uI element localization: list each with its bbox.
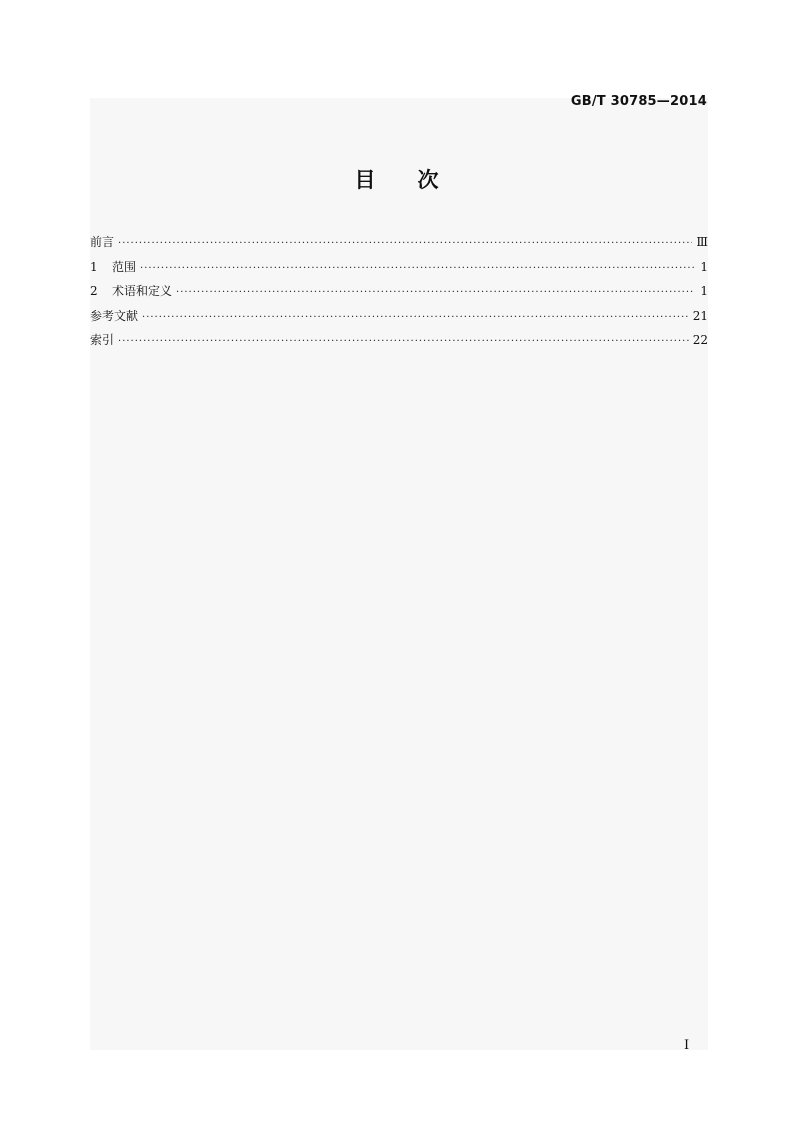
toc-entry-number: 2 bbox=[90, 284, 98, 298]
table-of-contents bbox=[90, 230, 708, 353]
toc-entry-label: 术语和定义 bbox=[112, 284, 173, 298]
toc-leader-dots bbox=[118, 330, 689, 355]
toc-title bbox=[0, 164, 793, 194]
standard-code: GB/T 30785—2014 bbox=[570, 94, 707, 109]
toc-leader-dots bbox=[118, 232, 692, 257]
toc-entry-page: 1 bbox=[700, 284, 708, 298]
toc-entry-page: 22 bbox=[692, 333, 708, 347]
toc-title-part2: 次 bbox=[417, 168, 439, 192]
toc-entry-label: 前言 bbox=[90, 235, 115, 249]
toc-entry-bibliography[interactable] bbox=[90, 304, 708, 329]
toc-entry-label: 参考文献 bbox=[90, 308, 139, 323]
toc-entry-label: 范围 bbox=[112, 259, 137, 274]
toc-entry-index[interactable] bbox=[90, 328, 708, 353]
page-number: Ⅰ bbox=[684, 1038, 690, 1053]
toc-entry-label-wrap bbox=[90, 279, 176, 304]
toc-entry-page: 1 bbox=[700, 259, 708, 274]
toc-leader-dots bbox=[142, 306, 689, 331]
toc-entry-label: 索引 bbox=[90, 333, 115, 347]
toc-entry-page: 21 bbox=[692, 308, 708, 323]
toc-entry-scope[interactable] bbox=[90, 255, 708, 280]
toc-entry-number: 1 bbox=[90, 259, 98, 274]
toc-leader-dots bbox=[176, 281, 694, 306]
toc-entry-page: Ⅲ bbox=[696, 235, 708, 249]
toc-entry-label-wrap bbox=[90, 255, 140, 280]
toc-title-part1: 目 bbox=[354, 168, 376, 192]
toc-entry-terms[interactable] bbox=[90, 279, 708, 304]
toc-leader-dots bbox=[140, 257, 694, 282]
toc-entry-foreword[interactable] bbox=[90, 230, 708, 255]
